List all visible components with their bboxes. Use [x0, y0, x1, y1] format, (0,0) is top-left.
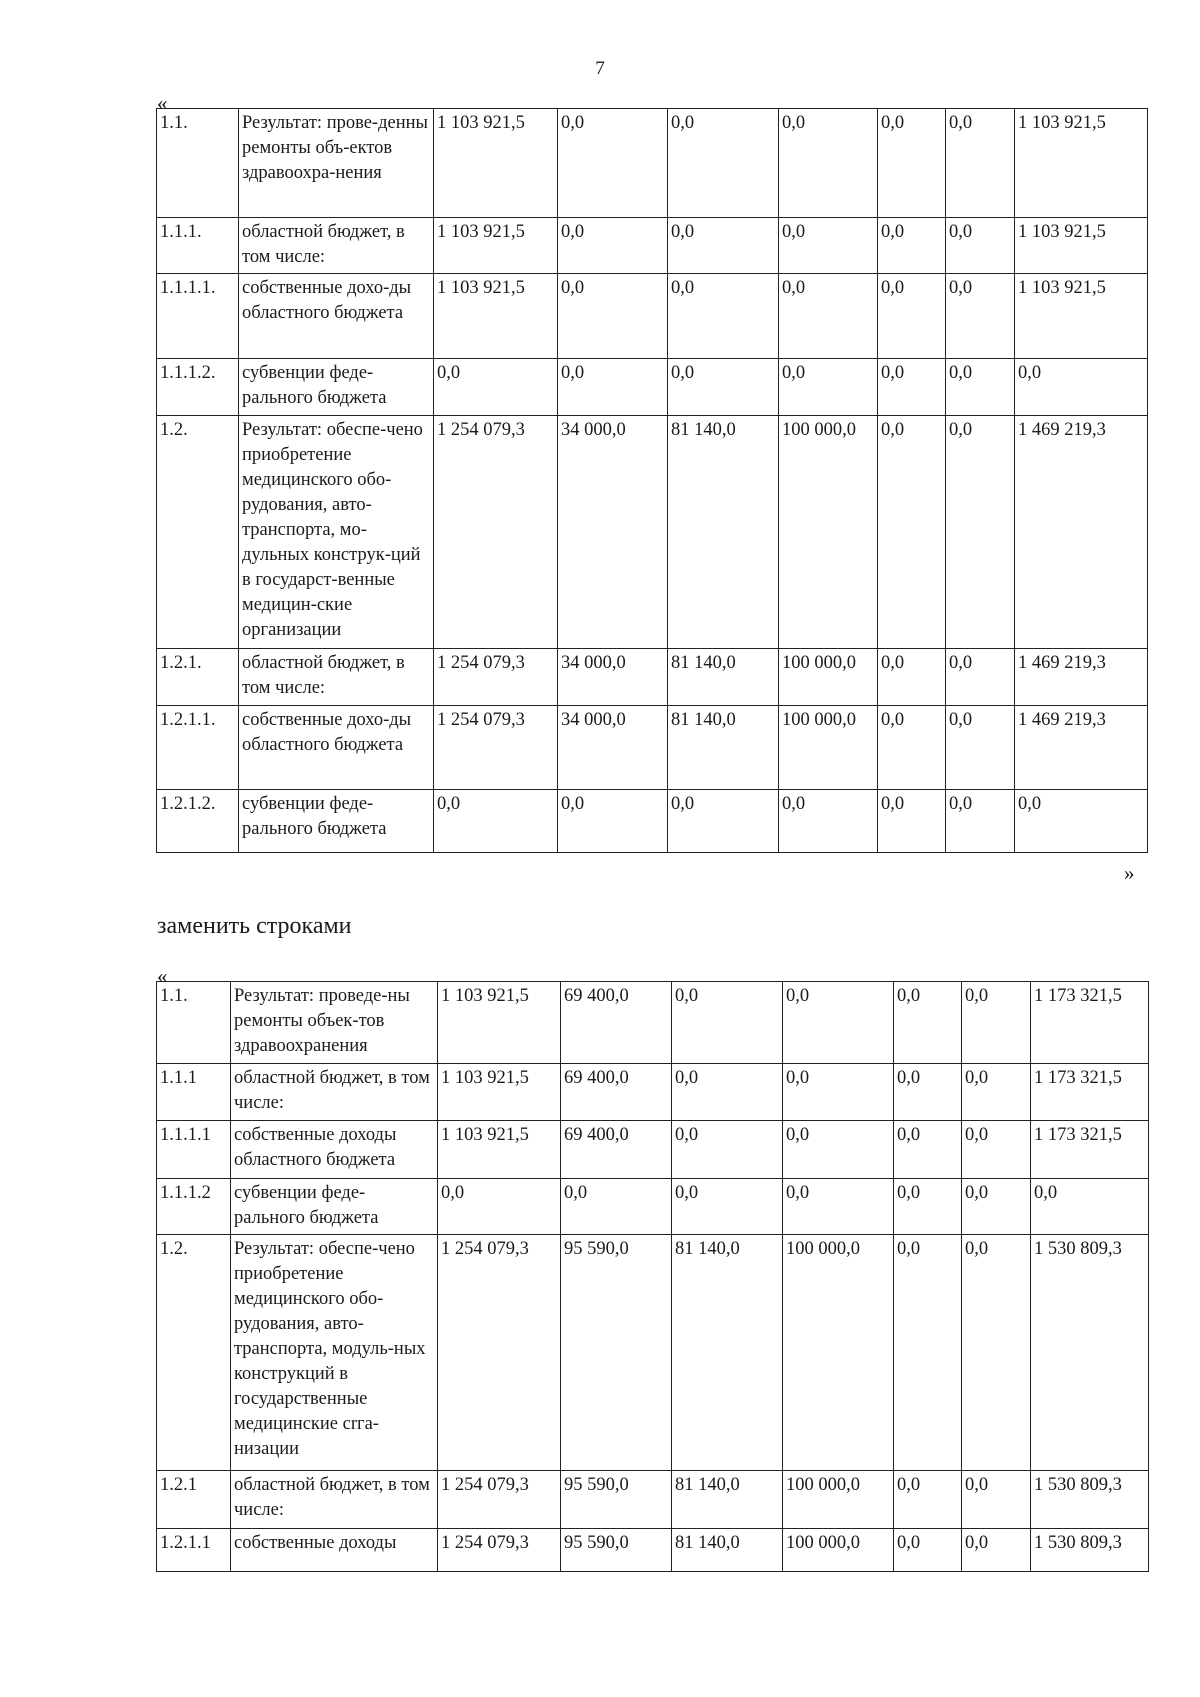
table-row — [157, 416, 1148, 649]
value-cell: 1 103 921,5 — [438, 982, 561, 1064]
value-cell: 81 140,0 — [672, 1529, 783, 1572]
row-code-cell: 1.1. — [157, 109, 239, 218]
table-row — [157, 359, 1148, 416]
value-cell: 0,0 — [894, 1121, 962, 1179]
value-cell: 81 140,0 — [672, 1235, 783, 1471]
row-code-cell: 1.2.1. — [157, 649, 239, 706]
value-cell: 0,0 — [434, 359, 558, 416]
row-code-cell: 1.2.1.2. — [157, 790, 239, 853]
value-cell: 0,0 — [878, 109, 946, 218]
table-row — [157, 1529, 1149, 1572]
value-cell: 1 254 079,3 — [434, 416, 558, 649]
value-cell: 1 254 079,3 — [438, 1235, 561, 1471]
value-cell: 0,0 — [672, 1179, 783, 1235]
value-cell: 0,0 — [668, 790, 779, 853]
table-row — [157, 218, 1148, 274]
row-name-cell: областной бюджет, в том числе: — [231, 1471, 438, 1529]
value-cell: 0,0 — [878, 218, 946, 274]
row-code-cell: 1.1.1.1. — [157, 274, 239, 359]
table-row — [157, 1121, 1149, 1179]
row-code-cell: 1.2. — [157, 1235, 231, 1471]
value-cell: 0,0 — [672, 982, 783, 1064]
table-row — [157, 1235, 1149, 1471]
value-cell: 0,0 — [668, 218, 779, 274]
value-cell: 1 530 809,3 — [1031, 1471, 1149, 1529]
value-cell: 0,0 — [434, 790, 558, 853]
value-cell: 1 254 079,3 — [434, 706, 558, 790]
table-rows-after — [156, 981, 1149, 1572]
value-cell: 100 000,0 — [779, 649, 878, 706]
row-code-cell: 1.1.1.2 — [157, 1179, 231, 1235]
table-row — [157, 649, 1148, 706]
table-rows-before — [156, 108, 1148, 853]
value-cell: 95 590,0 — [561, 1235, 672, 1471]
value-cell: 95 590,0 — [561, 1529, 672, 1572]
value-cell: 81 140,0 — [668, 649, 779, 706]
value-cell: 1 530 809,3 — [1031, 1529, 1149, 1572]
row-name-cell: Результат: обеспе-чено приобретение медицинского обо-рудования, авто-транспорта, мо-дульных конструк-ций в государст-венные медицин-ские организации — [239, 416, 434, 649]
value-cell: 0,0 — [878, 416, 946, 649]
value-cell: 69 400,0 — [561, 982, 672, 1064]
value-cell: 0,0 — [783, 982, 894, 1064]
value-cell: 1 530 809,3 — [1031, 1235, 1149, 1471]
table-row — [157, 1064, 1149, 1121]
value-cell: 1 173 321,5 — [1031, 1064, 1149, 1121]
table-row — [157, 790, 1148, 853]
value-cell: 0,0 — [946, 706, 1015, 790]
table-row — [157, 1179, 1149, 1235]
value-cell: 0,0 — [894, 982, 962, 1064]
value-cell: 1 103 921,5 — [438, 1064, 561, 1121]
value-cell: 1 173 321,5 — [1031, 1121, 1149, 1179]
value-cell: 0,0 — [668, 109, 779, 218]
value-cell: 34 000,0 — [558, 706, 668, 790]
value-cell: 0,0 — [946, 359, 1015, 416]
table-row — [157, 1471, 1149, 1529]
value-cell: 100 000,0 — [779, 706, 878, 790]
table-row — [157, 706, 1148, 790]
value-cell: 0,0 — [962, 1235, 1031, 1471]
value-cell: 100 000,0 — [783, 1471, 894, 1529]
row-name-cell: субвенции феде-рального бюджета — [239, 359, 434, 416]
value-cell: 0,0 — [1031, 1179, 1149, 1235]
value-cell: 0,0 — [783, 1064, 894, 1121]
closing-quote-mark: » — [1124, 861, 1135, 885]
row-code-cell: 1.1.1.2. — [157, 359, 239, 416]
opening-quote-mark: « — [157, 964, 168, 988]
value-cell: 0,0 — [1015, 359, 1148, 416]
opening-quote-mark: « — [157, 91, 168, 115]
value-cell: 0,0 — [894, 1529, 962, 1572]
value-cell: 0,0 — [558, 790, 668, 853]
row-name-cell: собственные доходы — [231, 1529, 438, 1572]
row-name-cell: Результат: обеспе-чено приобретение медицинского обо-рудования, авто-транспорта, модуль-ных конструкций в государственные медицинские сrга-низации — [231, 1235, 438, 1471]
value-cell: 0,0 — [878, 790, 946, 853]
row-name-cell: собственные дохо-ды областного бюджета — [239, 274, 434, 359]
value-cell: 1 254 079,3 — [438, 1471, 561, 1529]
row-name-cell: областной бюджет, в том числе: — [231, 1064, 438, 1121]
value-cell: 0,0 — [438, 1179, 561, 1235]
value-cell: 0,0 — [962, 1121, 1031, 1179]
row-code-cell: 1.2.1.1. — [157, 706, 239, 790]
value-cell: 1 469 219,3 — [1015, 416, 1148, 649]
value-cell: 1 254 079,3 — [434, 649, 558, 706]
value-cell: 0,0 — [668, 274, 779, 359]
value-cell: 0,0 — [946, 218, 1015, 274]
row-name-cell: Результат: проведе-ны ремонты объек-тов здравоохранения — [231, 982, 438, 1064]
row-name-cell: субвенции феде-рального бюджета — [231, 1179, 438, 1235]
row-name-cell: областной бюджет, в том числе: — [239, 218, 434, 274]
value-cell: 1 103 921,5 — [1015, 274, 1148, 359]
value-cell: 0,0 — [946, 790, 1015, 853]
value-cell: 1 173 321,5 — [1031, 982, 1149, 1064]
value-cell: 100 000,0 — [783, 1529, 894, 1572]
value-cell: 0,0 — [878, 706, 946, 790]
value-cell: 0,0 — [946, 649, 1015, 706]
value-cell: 0,0 — [672, 1121, 783, 1179]
table-row — [157, 274, 1148, 359]
value-cell: 0,0 — [894, 1179, 962, 1235]
value-cell: 0,0 — [962, 1471, 1031, 1529]
value-cell: 95 590,0 — [561, 1471, 672, 1529]
value-cell: 0,0 — [672, 1064, 783, 1121]
value-cell: 0,0 — [894, 1235, 962, 1471]
row-name-cell: Результат: прове-денны ремонты объ-ектов здравоохра-нения — [239, 109, 434, 218]
value-cell: 0,0 — [558, 109, 668, 218]
value-cell: 1 469 219,3 — [1015, 649, 1148, 706]
value-cell: 0,0 — [779, 218, 878, 274]
value-cell: 34 000,0 — [558, 649, 668, 706]
page-number: 7 — [595, 58, 605, 79]
value-cell: 0,0 — [894, 1471, 962, 1529]
value-cell: 0,0 — [558, 218, 668, 274]
row-name-cell: субвенции феде-рального бюджета — [239, 790, 434, 853]
value-cell: 1 469 219,3 — [1015, 706, 1148, 790]
value-cell: 1 103 921,5 — [434, 109, 558, 218]
value-cell: 1 103 921,5 — [1015, 218, 1148, 274]
replace-phrase: заменить строками — [157, 913, 352, 939]
value-cell: 0,0 — [779, 790, 878, 853]
value-cell: 0,0 — [561, 1179, 672, 1235]
row-code-cell: 1.2. — [157, 416, 239, 649]
row-code-cell: 1.1.1 — [157, 1064, 231, 1121]
value-cell: 0,0 — [779, 109, 878, 218]
table-row — [157, 982, 1149, 1064]
value-cell: 1 254 079,3 — [438, 1529, 561, 1572]
row-code-cell: 1.1. — [157, 982, 231, 1064]
value-cell: 81 140,0 — [668, 706, 779, 790]
value-cell: 81 140,0 — [672, 1471, 783, 1529]
value-cell: 1 103 921,5 — [434, 274, 558, 359]
value-cell: 0,0 — [962, 1179, 1031, 1235]
value-cell: 0,0 — [878, 359, 946, 416]
value-cell: 0,0 — [878, 649, 946, 706]
value-cell: 69 400,0 — [561, 1121, 672, 1179]
value-cell: 34 000,0 — [558, 416, 668, 649]
row-name-cell: собственные дохо-ды областного бюджета — [239, 706, 434, 790]
value-cell: 0,0 — [779, 274, 878, 359]
value-cell: 0,0 — [946, 416, 1015, 649]
value-cell: 0,0 — [962, 982, 1031, 1064]
row-code-cell: 1.1.1. — [157, 218, 239, 274]
value-cell: 0,0 — [779, 359, 878, 416]
value-cell: 81 140,0 — [668, 416, 779, 649]
row-code-cell: 1.2.1 — [157, 1471, 231, 1529]
value-cell: 1 103 921,5 — [434, 218, 558, 274]
value-cell: 69 400,0 — [561, 1064, 672, 1121]
table-row — [157, 109, 1148, 218]
value-cell: 0,0 — [783, 1121, 894, 1179]
value-cell: 0,0 — [962, 1529, 1031, 1572]
value-cell: 0,0 — [668, 359, 779, 416]
value-cell: 0,0 — [1015, 790, 1148, 853]
value-cell: 0,0 — [558, 274, 668, 359]
value-cell: 0,0 — [558, 359, 668, 416]
value-cell: 1 103 921,5 — [1015, 109, 1148, 218]
row-name-cell: собственные доходы областного бюджета — [231, 1121, 438, 1179]
value-cell: 0,0 — [962, 1064, 1031, 1121]
row-name-cell: областной бюджет, в том числе: — [239, 649, 434, 706]
value-cell: 100 000,0 — [779, 416, 878, 649]
value-cell: 1 103 921,5 — [438, 1121, 561, 1179]
value-cell: 0,0 — [946, 109, 1015, 218]
row-code-cell: 1.2.1.1 — [157, 1529, 231, 1572]
value-cell: 0,0 — [894, 1064, 962, 1121]
value-cell: 100 000,0 — [783, 1235, 894, 1471]
value-cell: 0,0 — [946, 274, 1015, 359]
value-cell: 0,0 — [878, 274, 946, 359]
value-cell: 0,0 — [783, 1179, 894, 1235]
row-code-cell: 1.1.1.1 — [157, 1121, 231, 1179]
